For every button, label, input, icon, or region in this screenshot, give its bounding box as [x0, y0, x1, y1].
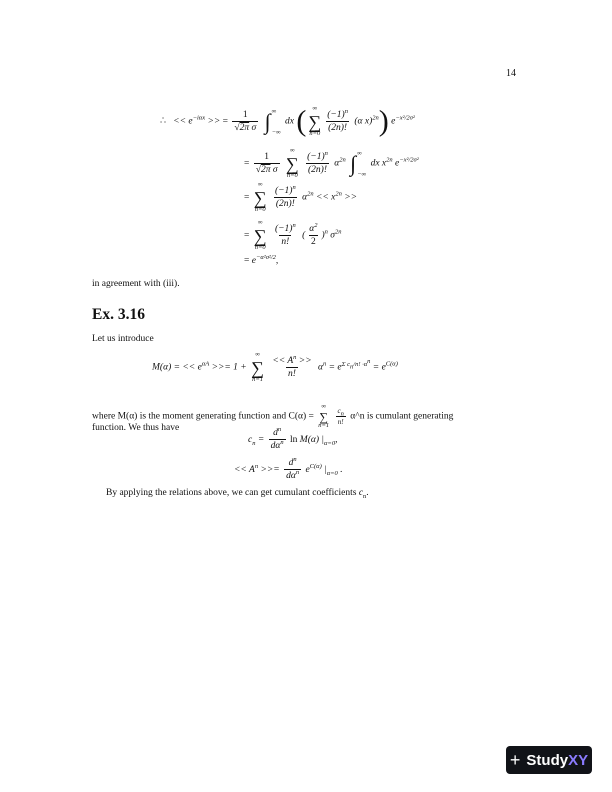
explanation-part1: where M(α) is the moment generating function and C(α) =: [92, 411, 314, 422]
derivation-line-3: = ∞ ∑ n=0 $\frac{(-1)^n}{(2n)!}$ $\alpha^{2n} << x^{2n}$ >>: [244, 181, 358, 213]
plus-icon: +: [509, 750, 521, 770]
logo-text: StudyXY: [526, 751, 589, 769]
intro-text: Let us introduce: [92, 334, 154, 344]
derivation-line-1: ∴ << $e^{-i\alpha x}$ >> = $\frac{1}{\text{√2π σ}}$ ∫ ∞ −∞ dx ( ∞ ∑ n=0 $\frac{(-1)^n}{(2n)!}$ (α x)$^{2n}$) $e^{-x^2/2\sigma^2}$: [160, 104, 415, 138]
mgf-equation: M(α) = << $e^{\alpha A}$ >>= 1 + ∞ ∑ n=1 $\frac{<< A^n >>}{n!}$ $\alpha^n = e^{\Sigma c_n/n! \cdot\alpha^n} = e^{C(\alpha)}$: [152, 351, 398, 383]
explanation-part2: α^n is cumulant generating: [350, 411, 454, 422]
derivation-line-2: = $\frac{1}{\text{√2π σ}}$ ∞ ∑ n=0 $\frac{(-1)^n}{(2n)!}$ $\alpha^{2n}$ ∫ ∞ −∞ dx $x^{2n}$ $e^{-x^2/2\sigma^2}$: [244, 147, 419, 179]
closing-text: in agreement with (iii).: [92, 279, 180, 289]
moment-relation: << $A^n$ >>= $\frac{d^n}{d\alpha^n}$ $e^{C(\alpha)}$ $|_{\alpha=0}$ .: [234, 455, 343, 481]
page-number: 14: [506, 68, 516, 79]
derivation-line-5: = $e^{-\alpha^2\sigma^2/2}$,: [244, 253, 279, 266]
section-heading: Ex. 3.16: [92, 306, 145, 323]
explanation-line: where M(α) is the moment generating function and C(α) = ∞ ∑ n=1 $\frac{c_n}{n!}$ α^n is cumulant generating: [92, 403, 454, 429]
explanation-cont: function. We thus have: [92, 423, 180, 433]
therefore-symbol: ∴: [160, 116, 167, 127]
cn-relation: $c_n$ = $\frac{d^n}{d\alpha^n}$ ln M(α) $|_{\alpha=0}$,: [248, 425, 338, 451]
derivation-line-4: = ∞ ∑ n=0 $\frac{(-1)^n}{n!}$ ( $\frac{\alpha^2}{2}$ )$^n$ $\sigma^{2n}$: [244, 219, 342, 251]
conclusion-text: By applying the relations above, we can get cumulant coefficients $c_n$.: [106, 488, 369, 500]
studyxy-badge[interactable]: [506, 746, 592, 774]
